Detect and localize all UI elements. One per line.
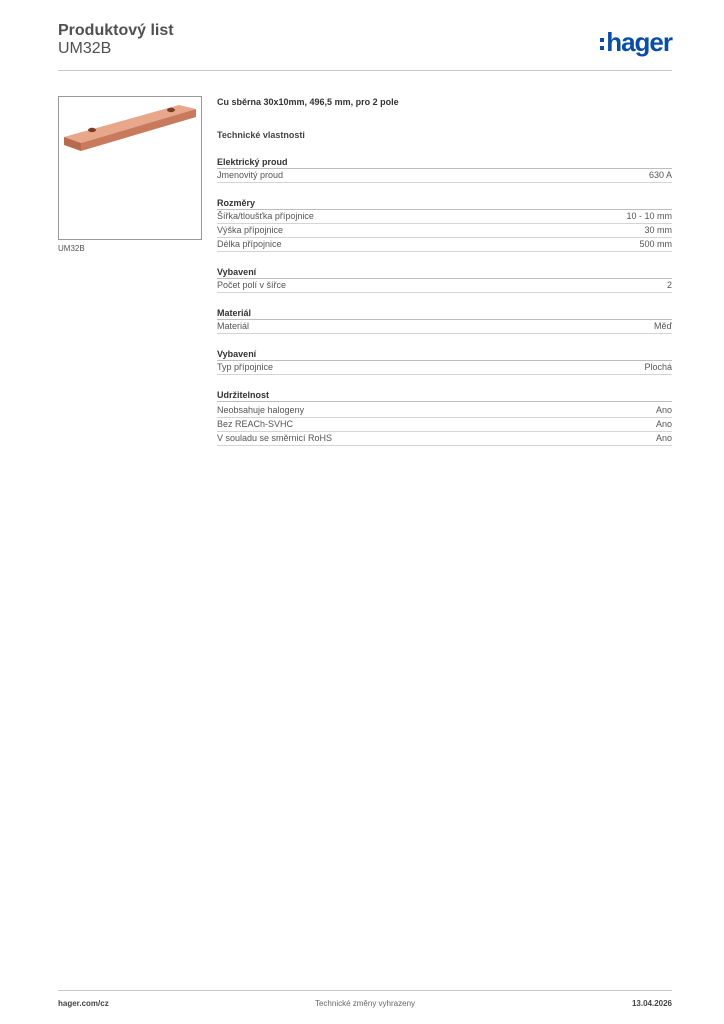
spec-group-electric-current xyxy=(217,156,672,183)
spec-row xyxy=(217,210,672,224)
spec-value: Plochá xyxy=(644,362,672,372)
spec-content xyxy=(217,96,672,446)
spec-row xyxy=(217,279,672,293)
spec-label: Délka přípojnice xyxy=(217,239,282,249)
spec-value: 630 A xyxy=(648,170,672,180)
logo-dots-icon xyxy=(600,38,604,50)
spec-label: Počet polí v šířce xyxy=(217,280,287,290)
spec-value: 10 - 10 mm xyxy=(626,211,672,221)
spec-label: Bez REACh-SVHC xyxy=(217,419,294,429)
page-footer xyxy=(58,990,672,1015)
page-header xyxy=(58,20,672,71)
footer-notice: Technické změny vyhrazeny xyxy=(314,999,416,1008)
spec-row xyxy=(217,361,672,375)
logo-text: hager xyxy=(606,26,672,57)
product-image xyxy=(58,96,202,240)
group-title: Materiál xyxy=(217,307,672,320)
group-title: Rozměry xyxy=(217,197,672,210)
spec-group-equipment xyxy=(217,266,672,293)
product-description: Cu sběrna 30x10mm, 496,5 mm, pro 2 pole xyxy=(217,97,399,107)
footer-website: hager.com/cz xyxy=(58,999,109,1008)
hager-logo xyxy=(600,28,672,56)
spec-row xyxy=(217,418,672,432)
spec-group-equipment-type xyxy=(217,348,672,375)
spec-row xyxy=(217,320,672,334)
spec-label: Typ přípojnice xyxy=(217,362,274,372)
spec-row xyxy=(217,238,672,252)
spec-label: Materiál xyxy=(217,321,250,331)
spec-label: Výška přípojnice xyxy=(217,225,284,235)
spec-group-material xyxy=(217,307,672,334)
spec-row xyxy=(217,224,672,238)
spec-group-dimensions xyxy=(217,197,672,252)
group-title: Elektrický proud xyxy=(217,156,672,169)
spec-value: Měď xyxy=(653,321,672,331)
group-title: Vybavení xyxy=(217,266,672,279)
spec-group-sustainability xyxy=(217,389,672,446)
document-title: Produktový list xyxy=(58,22,174,39)
spec-value: 500 mm xyxy=(639,239,672,249)
spec-value: Ano xyxy=(655,405,672,415)
spec-label: V souladu se směrnicí RoHS xyxy=(217,433,333,443)
copper-busbar-icon xyxy=(59,97,201,239)
spec-value: 30 mm xyxy=(644,225,672,235)
image-caption: UM32B xyxy=(58,244,85,253)
spec-row xyxy=(217,404,672,418)
technical-properties-title: Technické vlastnosti xyxy=(217,130,305,140)
product-code: UM32B xyxy=(58,40,112,57)
group-title: Udržitelnost xyxy=(217,389,672,402)
spec-value: Ano xyxy=(655,433,672,443)
spec-row xyxy=(217,169,672,183)
footer-date: 13.04.2026 xyxy=(631,999,672,1008)
group-title: Vybavení xyxy=(217,348,672,361)
spec-value: Ano xyxy=(655,419,672,429)
spec-value: 2 xyxy=(666,280,672,290)
spec-row xyxy=(217,432,672,446)
spec-label: Neobsahuje halogeny xyxy=(217,405,305,415)
spec-label: Šířka/tloušťka přípojnice xyxy=(217,211,314,221)
spec-label: Jmenovitý proud xyxy=(217,170,284,180)
